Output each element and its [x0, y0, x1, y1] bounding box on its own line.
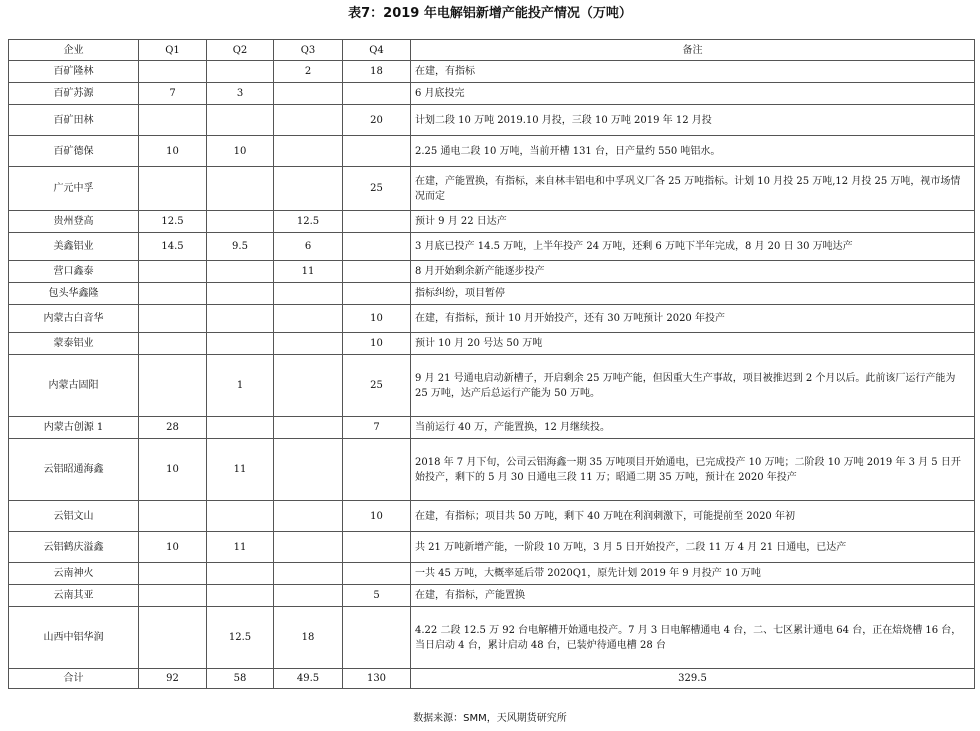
table-row	[9, 532, 975, 563]
cell-q4: 5	[343, 585, 411, 607]
cell-q1: 28	[139, 417, 207, 439]
cell-q1	[139, 355, 207, 417]
cell-q1	[139, 261, 207, 283]
cell-q3	[274, 355, 343, 417]
cell-note: 一共 45 万吨，大概率延后带 2020Q1，原先计划 2019 年 9 月投产 10 万吨	[411, 563, 975, 585]
cell-q1	[139, 333, 207, 355]
cell-company: 云铝文山	[9, 501, 139, 532]
cell-note: 当前运行 40 万，产能置换，12 月继续投。	[411, 417, 975, 439]
table-row	[9, 417, 975, 439]
cell-q2	[207, 105, 274, 136]
cell-company: 包头华鑫隆	[9, 283, 139, 305]
cell-q2: 12.5	[207, 607, 274, 669]
cell-q1	[139, 607, 207, 669]
cell-company: 美鑫铝业	[9, 233, 139, 261]
table-row	[9, 61, 975, 83]
cell-q3	[274, 105, 343, 136]
header-q4: Q4	[343, 40, 411, 61]
cell-company: 营口鑫泰	[9, 261, 139, 283]
cell-q1	[139, 563, 207, 585]
cell-q4: 25	[343, 355, 411, 417]
cell-q2	[207, 333, 274, 355]
cell-company: 内蒙古固阳	[9, 355, 139, 417]
cell-q3	[274, 585, 343, 607]
table-row	[9, 501, 975, 532]
header-company: 企业	[9, 40, 139, 61]
table-row	[9, 105, 975, 136]
cell-company: 百矿德保	[9, 136, 139, 167]
table-row	[9, 283, 975, 305]
cell-q1: 10	[139, 532, 207, 563]
cell-q3	[274, 83, 343, 105]
cell-note: 在建，有指标，产能置换	[411, 585, 975, 607]
cell-q3	[274, 283, 343, 305]
cell-q3: 11	[274, 261, 343, 283]
cell-q2	[207, 585, 274, 607]
cell-q2	[207, 501, 274, 532]
cell-q2	[207, 417, 274, 439]
cell-q4: 10	[343, 501, 411, 532]
cell-q3: 6	[274, 233, 343, 261]
cell-note: 2.25 通电二段 10 万吨，当前开槽 131 台，日产量约 550 吨铝水。	[411, 136, 975, 167]
header-note: 备注	[411, 40, 975, 61]
cell-company: 内蒙古白音华	[9, 305, 139, 333]
cell-company: 山西中铝华润	[9, 607, 139, 669]
cell-company: 广元中孚	[9, 167, 139, 211]
cell-q4: 10	[343, 333, 411, 355]
cell-q2	[207, 167, 274, 211]
table-body	[9, 61, 975, 669]
cell-note: 9 月 21 号通电启动新槽子，开启剩余 25 万吨产能，但因重大生产事故，项目被推迟到 2 个月以后。此前该厂运行产能为 25 万吨，达产后总运行产能为 50 万吨。	[411, 355, 975, 417]
table-row	[9, 305, 975, 333]
header-q2: Q2	[207, 40, 274, 61]
cell-note: 在建，有指标	[411, 61, 975, 83]
cell-company: 百矿隆林	[9, 61, 139, 83]
total-q2: 58	[207, 669, 274, 689]
cell-q2	[207, 563, 274, 585]
cell-q4: 10	[343, 305, 411, 333]
cell-q4: 7	[343, 417, 411, 439]
cell-q3	[274, 501, 343, 532]
table-title: 表7：2019 年电解铝新增产能投产情况（万吨）	[348, 6, 632, 21]
cell-q4	[343, 607, 411, 669]
cell-q3: 12.5	[274, 211, 343, 233]
cell-q3	[274, 305, 343, 333]
cell-q3	[274, 439, 343, 501]
cell-q2: 9.5	[207, 233, 274, 261]
table-row	[9, 233, 975, 261]
total-note: 329.5	[411, 669, 975, 689]
cell-q2	[207, 261, 274, 283]
table-row	[9, 585, 975, 607]
cell-note: 预计 9 月 22 日达产	[411, 211, 975, 233]
data-source: 数据来源：SMM，天风期货研究所	[413, 713, 567, 724]
cell-q2	[207, 61, 274, 83]
cell-company: 贵州登高	[9, 211, 139, 233]
cell-note: 预计 10 月 20 号达 50 万吨	[411, 333, 975, 355]
table-row	[9, 439, 975, 501]
table-row	[9, 355, 975, 417]
cell-q3	[274, 417, 343, 439]
table-row	[9, 261, 975, 283]
cell-q4	[343, 563, 411, 585]
cell-q1	[139, 105, 207, 136]
total-q4: 130	[343, 669, 411, 689]
capacity-table	[8, 39, 975, 689]
cell-q4: 20	[343, 105, 411, 136]
cell-q4	[343, 532, 411, 563]
cell-company: 云铝昭通海鑫	[9, 439, 139, 501]
cell-q1: 7	[139, 83, 207, 105]
cell-q1	[139, 283, 207, 305]
cell-note: 8 月开始剩余新产能逐步投产	[411, 261, 975, 283]
total-row	[9, 669, 975, 689]
cell-company: 云南神火	[9, 563, 139, 585]
cell-q1	[139, 167, 207, 211]
cell-q1	[139, 585, 207, 607]
table-row	[9, 607, 975, 669]
cell-q3	[274, 167, 343, 211]
cell-q3	[274, 136, 343, 167]
cell-note: 4.22 二段 12.5 万 92 台电解槽开始通电投产。7 月 3 日电解槽通电 4 台，二、七区累计通电 64 台，正在焙烧槽 16 台，当日启动 4 台，累计启动 48 台，已装炉待通电槽 28 台	[411, 607, 975, 669]
cell-note: 2018 年 7 月下旬，公司云铝海鑫一期 35 万吨项目开始通电，已完成投产 10 万吨；二阶段 10 万吨 2019 年 3 月 5 日开始投产，剩下的 5 月 30 日通电三段 11 万；昭通二期 35 万吨，预计在 2020 年投产	[411, 439, 975, 501]
table-row	[9, 211, 975, 233]
total-q3: 49.5	[274, 669, 343, 689]
cell-company: 百矿田林	[9, 105, 139, 136]
table-row	[9, 136, 975, 167]
cell-q1	[139, 61, 207, 83]
cell-q2	[207, 283, 274, 305]
cell-company: 云铝鹤庆溢鑫	[9, 532, 139, 563]
cell-q2: 3	[207, 83, 274, 105]
header-q3: Q3	[274, 40, 343, 61]
cell-q4	[343, 83, 411, 105]
cell-company: 内蒙古创源 1	[9, 417, 139, 439]
cell-q2: 11	[207, 439, 274, 501]
cell-note: 计划二段 10 万吨 2019.10 月投，三段 10 万吨 2019 年 12 月投	[411, 105, 975, 136]
cell-q3: 2	[274, 61, 343, 83]
cell-note: 指标纠纷，项目暂停	[411, 283, 975, 305]
cell-company: 蒙泰铝业	[9, 333, 139, 355]
total-label: 合计	[9, 669, 139, 689]
cell-note: 3 月底已投产 14.5 万吨，上半年投产 24 万吨，还剩 6 万吨下半年完成，8 月 20 日 30 万吨达产	[411, 233, 975, 261]
header-row	[9, 40, 975, 61]
cell-company: 百矿苏源	[9, 83, 139, 105]
cell-q1: 12.5	[139, 211, 207, 233]
cell-q2: 10	[207, 136, 274, 167]
header-q1: Q1	[139, 40, 207, 61]
cell-q1	[139, 501, 207, 532]
cell-q4	[343, 439, 411, 501]
cell-note: 在建，有指标，预计 10 月开始投产，还有 30 万吨预计 2020 年投产	[411, 305, 975, 333]
cell-q3	[274, 563, 343, 585]
cell-q1: 14.5	[139, 233, 207, 261]
cell-q2	[207, 305, 274, 333]
cell-q3: 18	[274, 607, 343, 669]
cell-q4	[343, 233, 411, 261]
cell-q2: 11	[207, 532, 274, 563]
cell-q3	[274, 333, 343, 355]
cell-company: 云南其亚	[9, 585, 139, 607]
cell-note: 在建，产能置换，有指标，来自林丰铝电和中孚巩义厂各 25 万吨指标。计划 10 月投 25 万吨,12 月投 25 万吨，视市场情况而定	[411, 167, 975, 211]
table-row	[9, 563, 975, 585]
cell-q4: 18	[343, 61, 411, 83]
cell-note: 共 21 万吨新增产能，一阶段 10 万吨，3 月 5 日开始投产，二段 11 万 4 月 21 日通电，已达产	[411, 532, 975, 563]
cell-q2: 1	[207, 355, 274, 417]
table-row	[9, 333, 975, 355]
cell-q4	[343, 136, 411, 167]
cell-q1: 10	[139, 136, 207, 167]
cell-q1: 10	[139, 439, 207, 501]
cell-note: 6 月底投完	[411, 83, 975, 105]
cell-q4	[343, 283, 411, 305]
cell-note: 在建，有指标；项目共 50 万吨，剩下 40 万吨在利润刺激下，可能提前至 2020 年初	[411, 501, 975, 532]
cell-q1	[139, 305, 207, 333]
cell-q2	[207, 211, 274, 233]
cell-q3	[274, 532, 343, 563]
cell-q4	[343, 211, 411, 233]
cell-q4: 25	[343, 167, 411, 211]
total-q1: 92	[139, 669, 207, 689]
table-row	[9, 83, 975, 105]
cell-q4	[343, 261, 411, 283]
table-row	[9, 167, 975, 211]
